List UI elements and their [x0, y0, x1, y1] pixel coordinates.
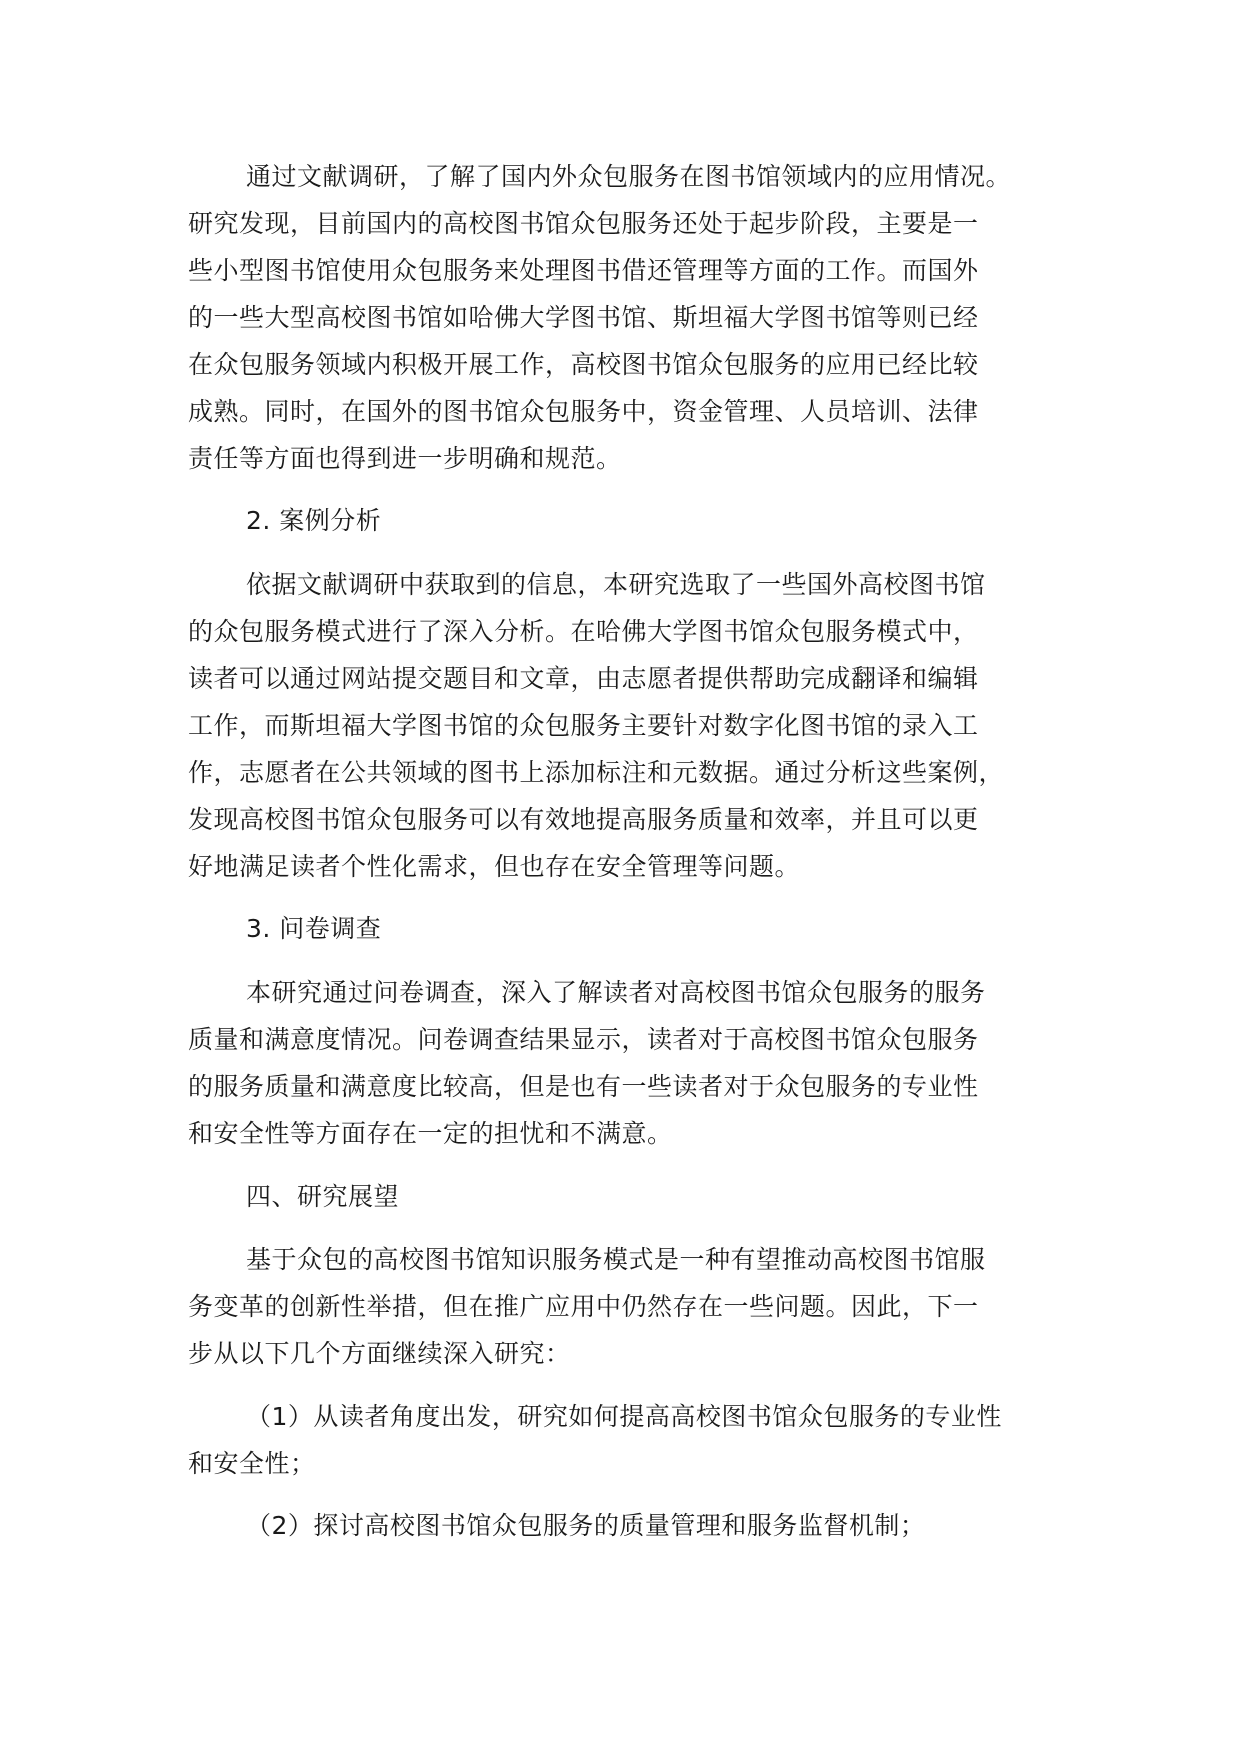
paragraph-line: 的服务质量和满意度比较高，但是也有一些读者对于众包服务的专业性 — [188, 1072, 979, 1101]
paragraph-line: 读者可以通过网站提交题目和文章，由志愿者提供帮助完成翻译和编辑 — [188, 664, 979, 693]
paragraph-line: 通过文献调研，了解了国内外众包服务在图书馆领域内的应用情况。 — [246, 162, 1012, 191]
paragraph-line: 基于众包的高校图书馆知识服务模式是一种有望推动高校图书馆服 — [246, 1245, 986, 1274]
paragraph-line: 的众包服务模式进行了深入分析。在哈佛大学图书馆众包服务模式中， — [188, 617, 979, 646]
paragraph-line: 务变革的创新性举措，但在推广应用中仍然存在一些问题。因此，下一 — [188, 1292, 979, 1321]
paragraph-line: 和安全性等方面存在一定的担忧和不满意。 — [188, 1119, 673, 1148]
paragraph-line: 工作，而斯坦福大学图书馆的众包服务主要针对数字化图书馆的录入工 — [188, 711, 979, 740]
paragraph-line: 质量和满意度情况。问卷调查结果显示，读者对于高校图书馆众包服务 — [188, 1025, 979, 1054]
list-item-line: （2）探讨高校图书馆众包服务的质量管理和服务监督机制； — [246, 1511, 926, 1540]
paragraph-line: 的一些大型高校图书馆如哈佛大学图书馆、斯坦福大学图书馆等则已经 — [188, 303, 979, 332]
section-heading: 2. 案例分析 — [246, 506, 382, 535]
paragraph-line: 些小型图书馆使用众包服务来处理图书借还管理等方面的工作。而国外 — [188, 256, 979, 285]
section-heading: 四、研究展望 — [246, 1182, 400, 1211]
paragraph-line: 依据文献调研中获取到的信息，本研究选取了一些国外高校图书馆 — [246, 570, 986, 599]
paragraph-line: 成熟。同时，在国外的图书馆众包服务中，资金管理、人员培训、法律 — [188, 397, 979, 426]
paragraph-line: 好地满足读者个性化需求，但也存在安全管理等问题。 — [188, 852, 801, 881]
paragraph-line: 步从以下几个方面继续深入研究： — [188, 1339, 571, 1368]
paragraph-line: 作，志愿者在公共领域的图书上添加标注和元数据。通过分析这些案例， — [188, 758, 1005, 787]
paragraph-line: 责任等方面也得到进一步明确和规范。 — [188, 444, 622, 473]
paragraph-line: 在众包服务领域内积极开展工作，高校图书馆众包服务的应用已经比较 — [188, 350, 979, 379]
section-heading: 3. 问卷调查 — [246, 914, 382, 943]
list-item-line: （1）从读者角度出发，研究如何提高高校图书馆众包服务的专业性 — [246, 1402, 1002, 1431]
paragraph-line: 发现高校图书馆众包服务可以有效地提高服务质量和效率，并且可以更 — [188, 805, 979, 834]
paragraph-line: 研究发现，目前国内的高校图书馆众包服务还处于起步阶段，主要是一 — [188, 209, 979, 238]
paragraph-line: 本研究通过问卷调查，深入了解读者对高校图书馆众包服务的服务 — [246, 978, 986, 1007]
list-item-line: 和安全性； — [188, 1449, 316, 1478]
